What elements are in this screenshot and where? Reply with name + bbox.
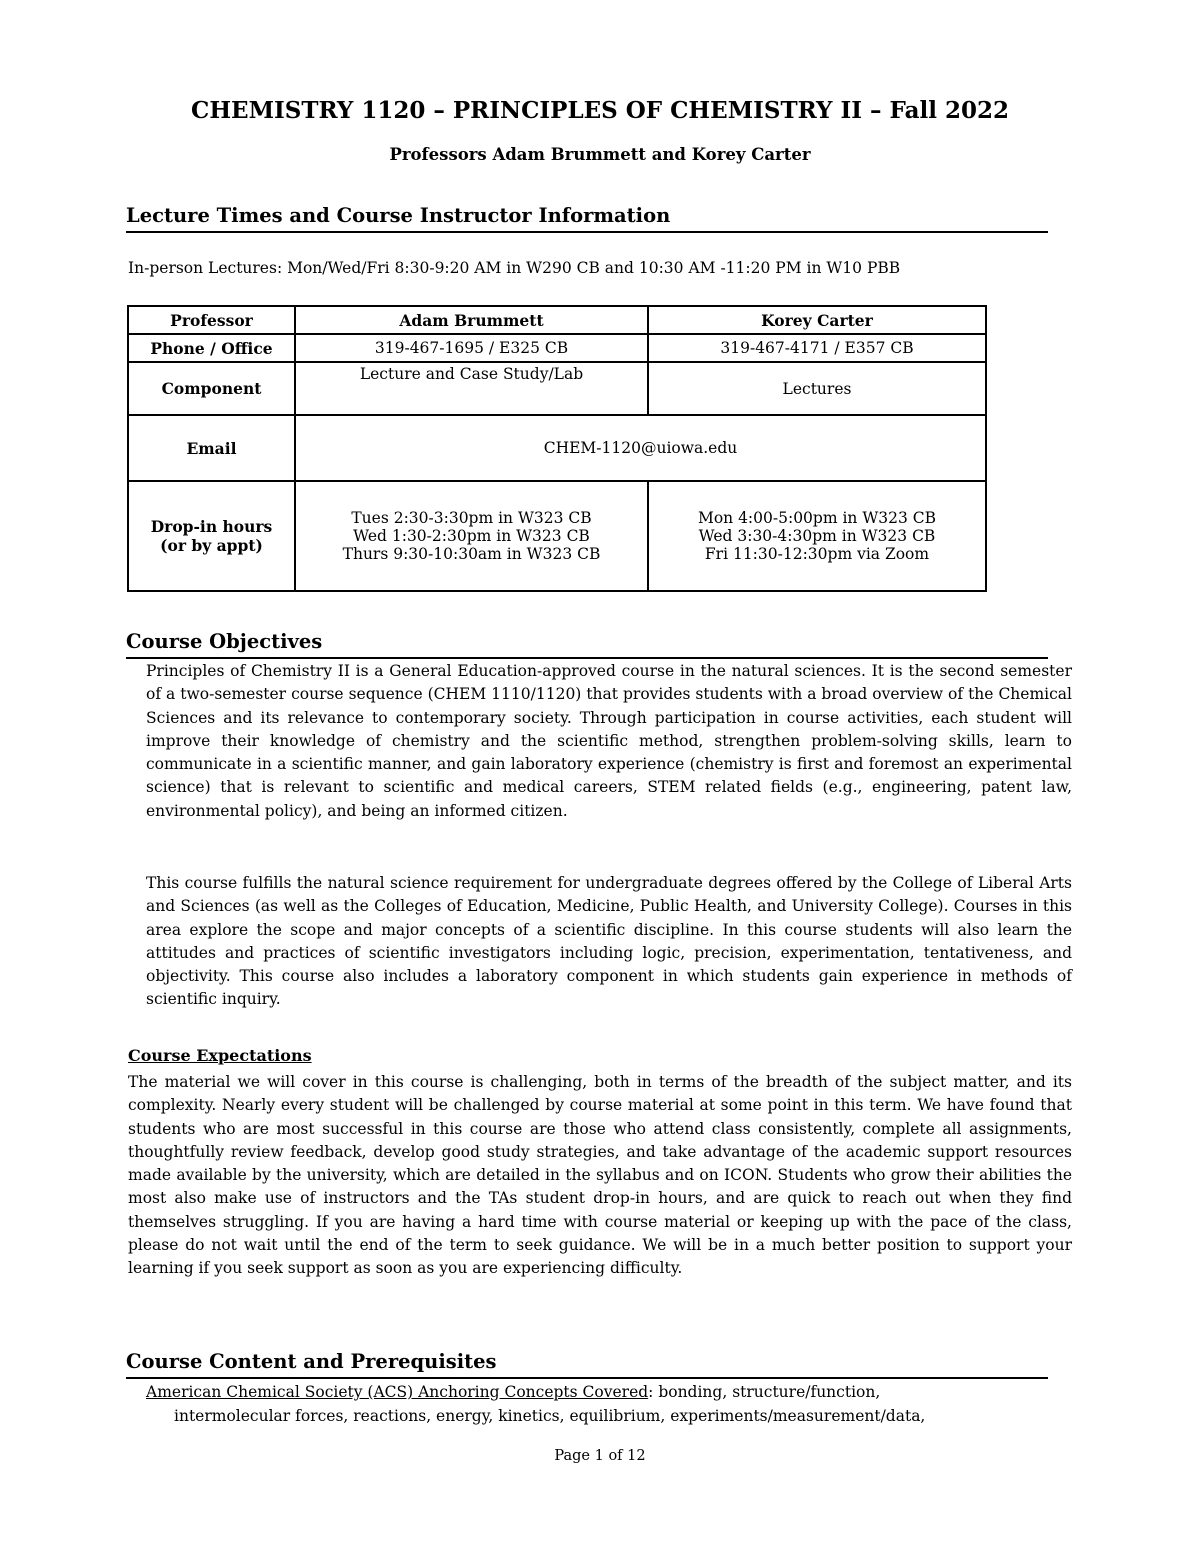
expectations-heading: Course Expectations [128, 1046, 312, 1065]
hours-line: Wed 3:30-4:30pm in W323 CB [698, 527, 936, 545]
section-heading-lecture: Lecture Times and Course Instructor Information [126, 203, 1048, 233]
page-number: Page 1 of 12 [554, 1448, 646, 1464]
objectives-paragraph-1: Principles of Chemistry II is a General Education-approved course in the natural sciences. It is the second semester of a two-semester course sequence (CHEM 1110/1120) that provides students with a broad overview of the Chemical Sciences and its relevance to contemporary society. Through participation in course activities, each student will improve their knowledge of chemistry and the scientific method, strengthen problem-solving skills, learn to communicate in a scientific manner, and gain laboratory experience (chemistry is first and foremost an experimental science) that is relevant to scientific and medical careers, STEM related fields (e.g., engineering, patent law, environmental policy), and being an informed citizen. [146, 662, 1072, 820]
hours-line: Mon 4:00-5:00pm in W323 CB [697, 509, 937, 527]
table-row [128, 481, 986, 591]
acs-line-1: : bonding, structure/function, [648, 1383, 881, 1401]
prof2-name: Korey Carter [648, 306, 986, 334]
prof2-hours [648, 481, 986, 591]
prof1-component: Lecture and Case Study/Lab [295, 362, 648, 415]
instructor-table [127, 305, 987, 592]
acs-lead: American Chemical Society (ACS) Anchoring Concepts Covered [146, 1383, 649, 1401]
table-row [128, 415, 986, 481]
document-title: CHEMISTRY 1120 – PRINCIPLES OF CHEMISTRY II – Fall 2022 [191, 97, 1009, 124]
prof2-phone: 319-467-4171 / E357 CB [648, 334, 986, 362]
section-heading-content: Course Content and Prerequisites [126, 1349, 1048, 1379]
hours-line: Tues 2:30-3:30pm in W323 CB [351, 509, 592, 527]
dropin-label [128, 481, 295, 591]
hours-line: Thurs 9:30-10:30am in W323 CB [342, 545, 601, 563]
prof2-component: Lectures [648, 362, 986, 415]
course-email: CHEM-1120@uiowa.edu [295, 415, 986, 481]
hours-line: Wed 1:30-2:30pm in W323 CB [353, 527, 590, 545]
table-row [128, 334, 986, 362]
expectations-paragraph: The material we will cover in this course is challenging, both in terms of the breadth of the subject matter, and its complexity. Nearly every student will be challenged by course material at some point in this term. We have found that students who are most successful in this course are those who attend class consistently, complete all assignments, thoughtfully review feedback, develop good study strategies, and take advantage of the academic support resources made available by the university, which are detailed in the syllabus and on ICON. Students who grow their abilities the most also make use of instructors and the TAs student drop-in hours, and are quick to reach out when they find themselves struggling. If you are having a hard time with course material or keeping up with the pace of the class, please do not wait until the end of the term to seek guidance. We will be in a much better position to support your learning if you seek support as soon as you are experiencing difficulty. [128, 1073, 1072, 1278]
professor-label: Professor [128, 306, 295, 334]
component-label: Component [128, 362, 295, 415]
email-label: Email [128, 415, 295, 481]
dropin-label-line: Drop-in hours [150, 517, 273, 536]
acs-concepts [146, 1380, 1072, 1404]
prof1-phone: 319-467-1695 / E325 CB [295, 334, 648, 362]
dropin-label-line: (or by appt) [160, 536, 263, 555]
prof1-hours [295, 481, 648, 591]
section-heading-objectives: Course Objectives [126, 629, 1048, 659]
document-subtitle: Professors Adam Brummett and Korey Carter [389, 145, 811, 164]
phone-label: Phone / Office [128, 334, 295, 362]
table-row [128, 306, 986, 334]
acs-line-2: intermolecular forces, reactions, energy, kinetics, equilibrium, experiments/measurement/data, [174, 1407, 926, 1425]
objectives-paragraph-2: This course fulfills the natural science requirement for undergraduate degrees offered by the College of Liberal Arts and Sciences (as well as the Colleges of Education, Medicine, Public Health, and University College). Courses in this area explore the scope and major concepts of a scientific discipline. In this course students will also learn the attitudes and practices of scientific investigators including logic, precision, experimentation, tentativeness, and objectivity. This course also includes a laboratory component in which students gain experience in methods of scientific inquiry. [146, 874, 1072, 1009]
prof1-name: Adam Brummett [295, 306, 648, 334]
hours-line: Fri 11:30-12:30pm via Zoom [704, 545, 930, 563]
table-row [128, 362, 986, 415]
lecture-times: In-person Lectures: Mon/Wed/Fri 8:30-9:20 AM in W290 CB and 10:30 AM -11:20 PM in W10 PBB [128, 259, 901, 277]
